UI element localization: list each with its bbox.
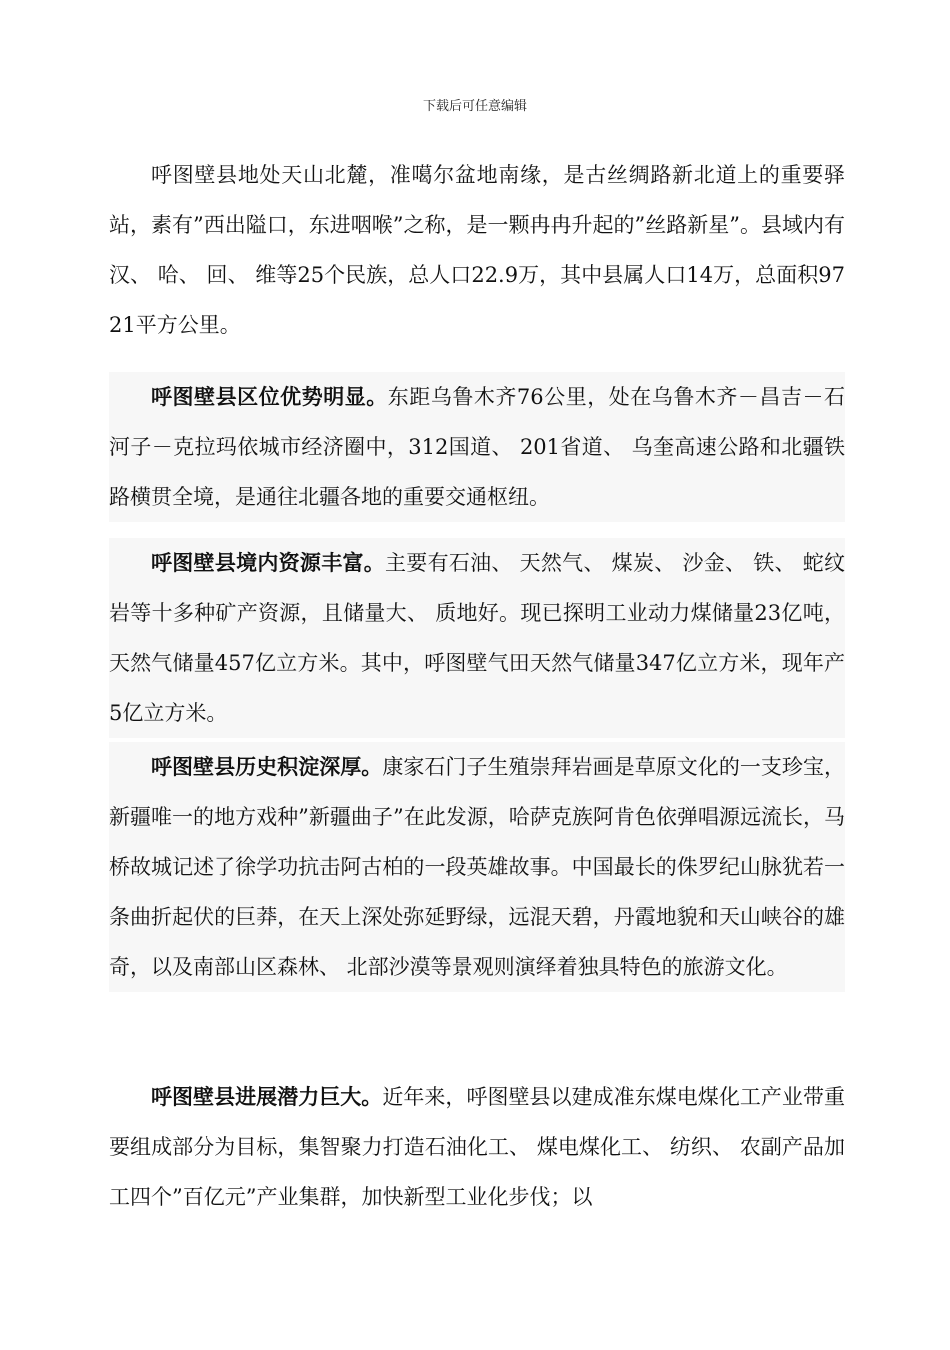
paragraph-body: 主要有石油、 天然气、 煤炭、 沙金、 铁、 蛇纹岩等十多种矿产资源，且储量大、 质地好。现已探明工业动力煤储量23亿吨，天然气储量457亿立方米。其中，呼图壁气田天然气储量347亿立方米，现年产5亿立方米。 — [109, 551, 846, 725]
paragraph-resources — [109, 538, 845, 738]
download-edit-note: 下载后可任意编辑 — [422, 99, 527, 114]
paragraph-body: 近年来，呼图壁县以建成准东煤电煤化工产业带重要组成部分为目标，集智聚力打造石油化工、 煤电煤化工、 纺织、 农副产品加工四个”百亿元”产业集群，加快新型工业化步伐；以 — [109, 1085, 845, 1209]
paragraph-location — [109, 372, 845, 522]
paragraph-body: 呼图壁县地处天山北麓，准噶尔盆地南缘，是古丝绸路新北道上的重要驿站，素有”西出隘口，东进咽喉”之称，是一颗冉冉升起的”丝路新星”。县域内有汉、 哈、 回、 维等25个民族，总人口22.9万，其中县属人口14万，总面积9721平方公里。 — [109, 163, 845, 337]
paragraph-body: 康家石门子生殖崇拜岩画是草原文化的一支珍宝，新疆唯一的地方戏种”新疆曲子”在此发源，哈萨克族阿肯色依弹唱源远流长，马桥故城记述了徐学功抗击阿古柏的一段英雄故事。中国最长的侏罗纪山脉犹若一条曲折起伏的巨莽，在天上深处弥延野绿，远混天碧，丹霞地貌和天山峡谷的雄奇，以及南部山区森林、 北部沙漠等景观则演绎着独具特色的旅游文化。 — [109, 755, 845, 979]
paragraph-lead: 呼图壁县进展潜力巨大。 — [151, 1084, 383, 1109]
paragraph-history — [109, 742, 845, 992]
paragraph-body: 东距乌鲁木齐76公里，处在乌鲁木齐－昌吉－石河子－克拉玛依城市经济圈中，312国道、 201省道、 乌奎高速公路和北疆铁路横贯全境，是通往北疆各地的重要交通枢纽。 — [109, 385, 845, 509]
paragraph-lead: 呼图壁县历史积淀深厚。 — [151, 754, 383, 779]
paragraph-lead: 呼图壁县区位优势明显。 — [151, 384, 388, 409]
paragraph-development — [109, 1072, 845, 1222]
paragraph-lead: 呼图壁县境内资源丰富。 — [151, 550, 386, 575]
paragraph-intro — [109, 150, 845, 350]
